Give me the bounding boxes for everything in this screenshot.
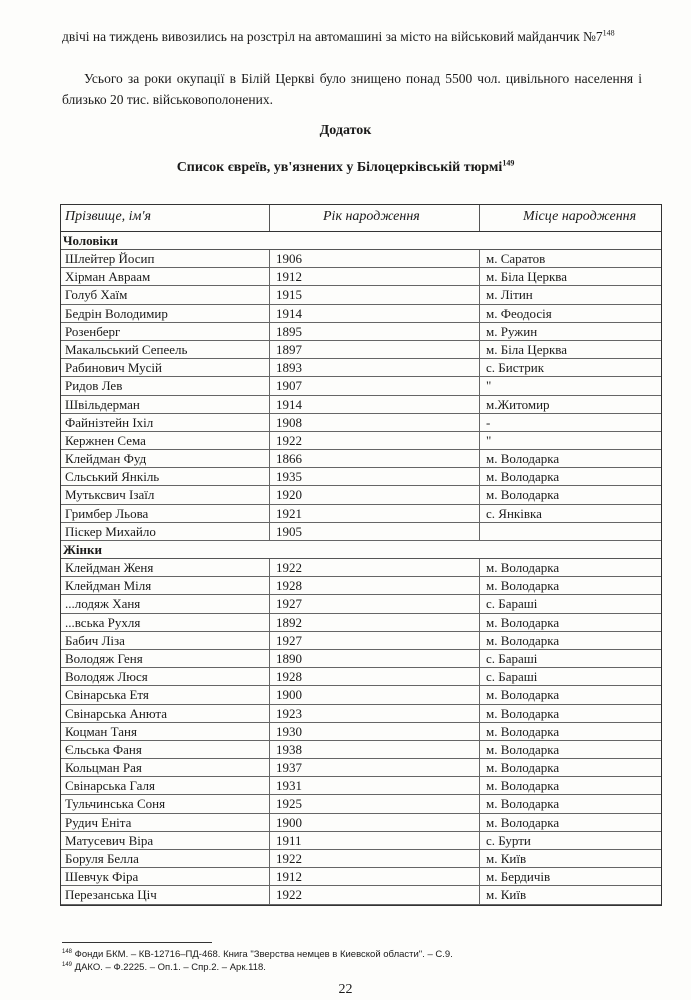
place-cell: м. Володарка <box>479 559 666 576</box>
table-row <box>61 650 661 668</box>
name-cell: Мутьксвич Ізаїл <box>65 487 155 503</box>
list-title <box>0 160 691 176</box>
year-cell: 1931 <box>269 777 481 794</box>
name-cell: Голуб Хаїм <box>65 287 128 303</box>
place-cell: м. Бердичів <box>479 868 666 885</box>
year-cell: 1922 <box>269 850 481 867</box>
place-cell: м. Володарка <box>479 577 666 594</box>
year-cell: 1923 <box>269 705 481 722</box>
place-cell: - <box>479 414 666 431</box>
year-cell: 1905 <box>269 523 481 540</box>
year-cell: 1907 <box>269 377 481 394</box>
place-cell: м. Володарка <box>479 759 666 776</box>
name-cell: Свінарська Анюта <box>65 705 167 721</box>
name-cell: ...лодяж Ханя <box>65 596 141 612</box>
name-cell: Шевчук Фіра <box>65 869 139 885</box>
table-row <box>61 432 661 450</box>
table-row <box>61 868 661 886</box>
name-cell: Перезанська Ціч <box>65 887 157 903</box>
year-cell: 1893 <box>269 359 481 376</box>
place-cell: м. Володарка <box>479 705 666 722</box>
footnote-text: ДАКО. – Ф.2225. – Оп.1. – Спр.2. – Арк.118. <box>74 962 266 974</box>
year-cell: 1908 <box>269 414 481 431</box>
year-cell: 1935 <box>269 468 481 485</box>
name-cell: Швільдерман <box>65 396 140 412</box>
name-cell: Боруля Белла <box>65 851 139 866</box>
footnote-149 <box>62 959 266 974</box>
table-row <box>61 323 661 341</box>
place-cell: м. Володарка <box>479 614 666 631</box>
year-cell: 1915 <box>269 286 481 303</box>
place-cell: м. Літин <box>479 286 666 303</box>
place-cell: с. Бараші <box>479 650 666 667</box>
table-row <box>61 505 661 523</box>
place-cell: м. Володарка <box>479 632 666 649</box>
prisoner-table <box>60 204 662 906</box>
place-cell: с. Бурти <box>479 832 666 849</box>
appendix-heading: Додаток <box>319 123 372 138</box>
table-row <box>61 305 661 323</box>
year-cell: 1914 <box>269 305 481 322</box>
year-cell: 1897 <box>269 341 481 358</box>
table-row <box>61 359 661 377</box>
name-cell: Тульчинська Соня <box>65 796 166 812</box>
table-row <box>61 468 661 486</box>
place-cell: с. Бистрик <box>479 359 666 376</box>
place-cell: м. Володарка <box>479 777 666 794</box>
table-row <box>61 832 661 850</box>
table-row <box>61 559 661 577</box>
name-cell: Ридов Лев <box>65 378 123 394</box>
table-row <box>61 686 661 704</box>
name-cell: Коцман Таня <box>65 723 137 739</box>
year-cell: 1922 <box>269 432 481 449</box>
name-cell: Сльський Янкіль <box>65 469 160 485</box>
place-cell: м. Біла Церква <box>479 268 666 285</box>
table-row <box>61 614 661 632</box>
place-cell: м. Біла Церква <box>479 341 666 358</box>
name-cell: Клейдман Женя <box>65 560 154 575</box>
place-cell: м. Володарка <box>479 795 666 812</box>
name-cell: Єльська Фаня <box>65 741 142 757</box>
table-row <box>61 886 661 904</box>
name-cell: Піскер Михайло <box>65 523 156 539</box>
name-cell: Шлейтер Йосип <box>65 251 155 266</box>
table-row <box>61 486 661 504</box>
name-cell: Свінарська Етя <box>65 687 149 703</box>
section-men: Чоловіки <box>61 232 661 250</box>
year-cell: 1927 <box>269 595 481 612</box>
footnote-num: 148 <box>62 949 73 955</box>
year-cell: 1906 <box>269 250 481 267</box>
footnote-text: Фонди БКМ. – КВ-12716–ПД-468. Книга "Зверства немцев в Киевской области". – С.9. <box>74 949 453 961</box>
footnote-ref: 149 <box>502 158 515 168</box>
name-cell: Гримбер Льова <box>65 505 149 521</box>
place-cell: м. Саратов <box>479 250 666 267</box>
place-cell: м. Феодосія <box>479 305 666 322</box>
year-cell: 1892 <box>269 614 481 631</box>
year-cell: 1911 <box>269 832 481 849</box>
name-cell: Матусевич Віра <box>65 832 154 848</box>
table-row <box>61 705 661 723</box>
table-row <box>61 250 661 268</box>
header-year: Рік народження <box>323 209 420 224</box>
place-cell: м. Володарка <box>479 741 666 758</box>
year-cell: 1937 <box>269 759 481 776</box>
year-cell: 1930 <box>269 723 481 740</box>
place-cell: м. Володарка <box>479 486 666 503</box>
paragraph-execution <box>62 26 642 47</box>
men-rows <box>61 250 661 541</box>
name-cell: Файнізтейн Іхіл <box>65 414 154 430</box>
year-cell: 1928 <box>269 668 481 685</box>
year-cell: 1922 <box>269 886 481 903</box>
year-cell: 1912 <box>269 868 481 885</box>
table-row <box>61 632 661 650</box>
name-cell: Рабинович Мусій <box>65 360 162 376</box>
table-row <box>61 668 661 686</box>
header-name: Прізвище, ім'я <box>65 209 151 224</box>
table-row <box>61 595 661 613</box>
year-cell: 1890 <box>269 650 481 667</box>
table-row <box>61 759 661 777</box>
table-row <box>61 286 661 304</box>
year-cell: 1927 <box>269 632 481 649</box>
table-row <box>61 268 661 286</box>
year-cell: 1900 <box>269 814 481 831</box>
place-cell: м. Київ <box>479 850 666 867</box>
table-row <box>61 777 661 795</box>
year-cell: 1928 <box>269 577 481 594</box>
footnote-num: 149 <box>62 962 73 968</box>
name-cell: Хірман Авраам <box>65 269 151 285</box>
table-row <box>61 450 661 468</box>
name-cell: Розенберг <box>65 323 121 339</box>
table-row <box>61 741 661 759</box>
year-cell: 1938 <box>269 741 481 758</box>
place-cell: м. Володарка <box>479 468 666 485</box>
table-header <box>61 205 661 232</box>
place-cell <box>479 523 666 540</box>
place-cell: м. Володарка <box>479 723 666 740</box>
name-cell: ...вська Рухля <box>65 614 141 630</box>
header-divider <box>479 205 480 231</box>
name-cell: Клейдман Міля <box>65 578 152 594</box>
table-row <box>61 523 661 541</box>
name-cell: Рудич Еніта <box>65 814 132 830</box>
header-divider <box>269 205 270 231</box>
year-cell: 1912 <box>269 268 481 285</box>
place-cell: " <box>479 432 666 449</box>
place-cell: м. Володарка <box>479 450 666 467</box>
table-row <box>61 396 661 414</box>
women-rows <box>61 559 661 905</box>
place-cell: м. Ружин <box>479 323 666 340</box>
year-cell: 1922 <box>269 559 481 576</box>
table-row <box>61 814 661 832</box>
place-cell: м. Володарка <box>479 814 666 831</box>
place-cell: " <box>479 377 666 394</box>
paragraph-victims: Усього за роки окупації в Білій Церкві було знищено понад 5500 чол. цивільного населення і близько 20 тис. військовополонених. <box>62 71 642 107</box>
table-row <box>61 341 661 359</box>
year-cell: 1866 <box>269 450 481 467</box>
year-cell: 1895 <box>269 323 481 340</box>
place-cell: с. Бараші <box>479 595 666 612</box>
name-cell: Макальський Сепеель <box>65 341 188 357</box>
place-cell: с. Янківка <box>479 505 666 522</box>
table-row <box>61 723 661 741</box>
name-cell: Кольцман Рая <box>65 760 142 776</box>
year-cell: 1914 <box>269 396 481 413</box>
name-cell: Бабич Ліза <box>65 632 125 648</box>
table-row <box>61 850 661 868</box>
table-row <box>61 795 661 813</box>
header-place: Місце народження <box>523 209 637 224</box>
paragraph-text: двічі на тиждень вивозились на розстріл на автомашині за місто на військовий майданчик №7 <box>62 29 603 44</box>
table-row <box>61 377 661 395</box>
place-cell: м. Володарка <box>479 686 666 703</box>
name-cell: Свінарська Галя <box>65 778 156 794</box>
place-cell: м. Київ <box>479 886 666 903</box>
year-cell: 1925 <box>269 795 481 812</box>
name-cell: Кержнен Сема <box>65 432 146 448</box>
year-cell: 1900 <box>269 686 481 703</box>
name-cell: Клейдман Фуд <box>65 451 147 467</box>
section-women: Жінки <box>61 541 661 559</box>
footnote-ref: 148 <box>602 28 615 38</box>
page-number: 22 <box>338 982 353 997</box>
name-cell: Бедрін Володимир <box>65 305 168 321</box>
name-cell: Володяж Люся <box>65 669 148 685</box>
table-row <box>61 577 661 595</box>
year-cell: 1920 <box>269 486 481 503</box>
footnote-divider <box>62 942 212 943</box>
place-cell: м.Житомир <box>479 396 666 413</box>
table-row <box>61 414 661 432</box>
name-cell: Володяж Геня <box>65 650 143 666</box>
year-cell: 1921 <box>269 505 481 522</box>
place-cell: с. Бараші <box>479 668 666 685</box>
list-title-text: Список євреїв, ув'язнених у Білоцерківській тюрмі <box>176 160 503 175</box>
